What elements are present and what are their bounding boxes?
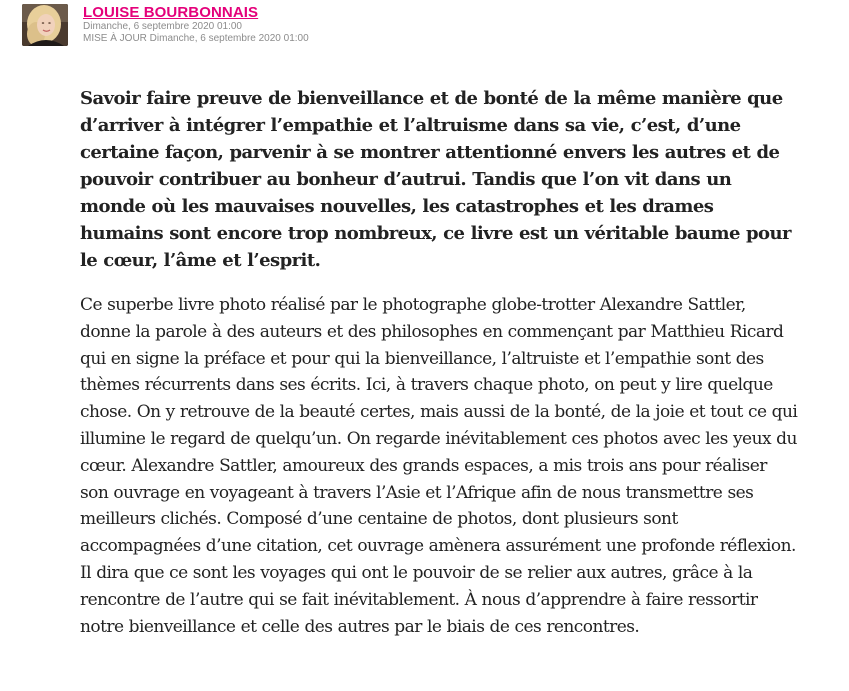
author-byline	[22, 4, 309, 46]
byline-text	[83, 4, 309, 45]
publish-date: Dimanche, 6 septembre 2020 01:00	[83, 21, 242, 32]
update-date: MISE À JOUR Dimanche, 6 septembre 2020 01:00	[83, 33, 309, 44]
author-portrait-icon	[22, 4, 68, 46]
author-avatar[interactable]	[22, 4, 68, 46]
article-lead-paragraph: Savoir faire preuve de bienveillance et de bonté de la même manière que d’arriver à intégrer l’empathie et l’altruisme dans sa vie, c’est, d’une certaine façon, parvenir à se montrer attentionné envers les autres et de pouvoir contribuer au bonheur d’autrui. Tandis que l’on vit dans un monde où les mauvaises nouvelles, les catastrophes et les drames humains sont encore trop nombreux, ce livre est un véritable baume pour le cœur, l’âme et l’esprit.	[80, 88, 791, 271]
article-content	[80, 85, 800, 640]
author-name-link[interactable]: LOUISE BOURBONNAIS	[83, 4, 259, 21]
article-body-paragraph: Ce superbe livre photo réalisé par le photographe globe-trotter Alexandre Sattler, donne la parole à des auteurs et des philosophes en commençant par Matthieu Ricard qui en signe la préface et pour qui la bienveillance, l’altruiste et l’empathie sont des thèmes récurrents dans ses écrits. Ici, à travers chaque photo, on peut y lire quelque chose. On y retrouve de la beauté certes, mais aussi de la bonté, de la joie et tout ce qui illumine le regard de quelqu’un. On regarde inévitablement ces photos avec les yeux du cœur. Alexandre Sattler, amoureux des grands espaces, a mis trois ans pour réaliser son ouvrage en voyageant à travers l’Asie et l’Afrique afin de nous transmettre ses meilleurs clichés. Composé d’une centaine de photos, dont plusieurs sont accompagnées d’une citation, cet ouvrage amènera assurément une profonde réflexion. Il dira que ce sont les voyages qui ont le pouvoir de se relier aux autres, grâce à la rencontre de l’autre qui se fait inévitablement. À nous d’apprendre à faire ressortir notre bienveillance et celle des autres par le biais de ces rencontres.	[80, 295, 798, 637]
